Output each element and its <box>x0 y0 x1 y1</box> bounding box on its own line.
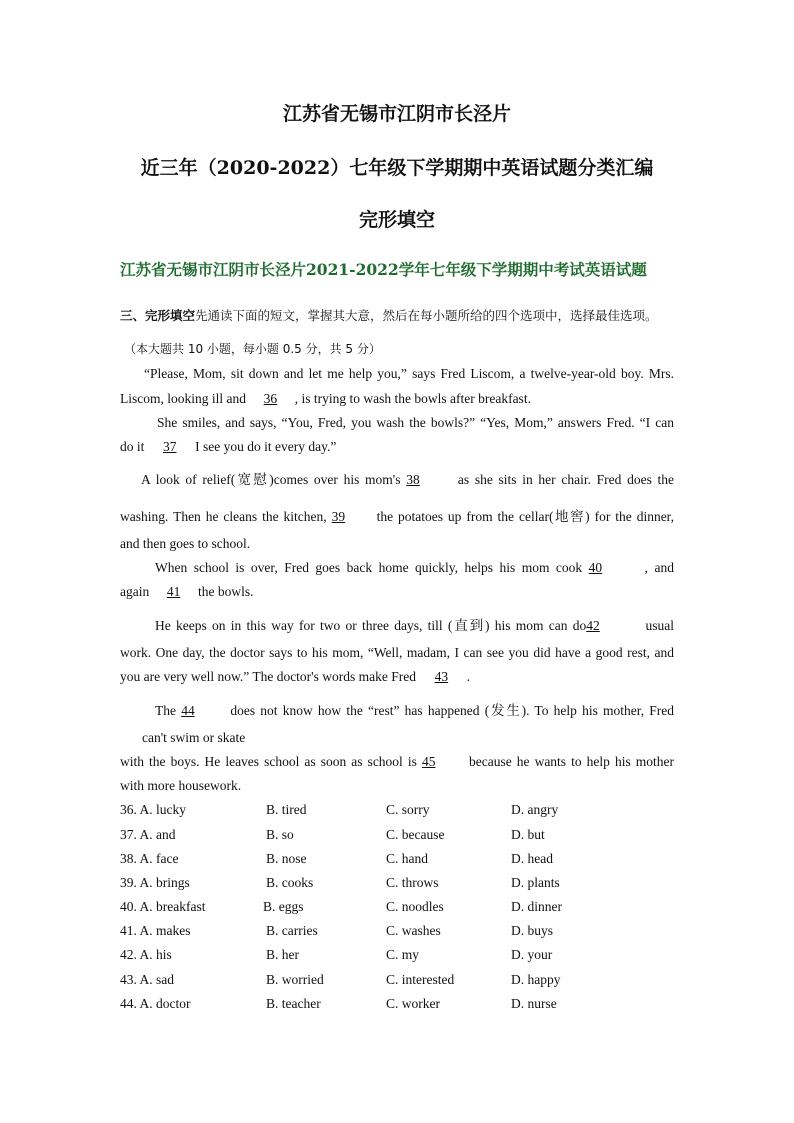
question-42-option-d: D. your <box>511 947 553 962</box>
passage-line: He keeps on in this way for two or three days, till (直到) his mom can do42 usual <box>155 618 674 633</box>
question-41-option-d: D. buys <box>511 923 554 938</box>
passage-line: washing. Then he cleans the kitchen, 39 the potatoes up from the cellar(地窖) for the dinner, <box>120 509 675 524</box>
question-37-option-b: B. so <box>266 827 294 842</box>
passage-line: again 41 the bowls. <box>120 584 254 599</box>
blank-39: 39 <box>331 509 346 524</box>
question-44-option-c: C. worker <box>386 996 440 1011</box>
question-36-option-c: C. sorry <box>386 802 430 817</box>
blank-36: 36 <box>263 391 278 406</box>
question-39-option-a: 39. A. brings <box>120 875 190 890</box>
question-43-option-c: C. interested <box>386 972 455 987</box>
question-41-option-b: B. carries <box>266 923 318 938</box>
question-40-option-b: B. eggs <box>263 899 304 914</box>
question-44-option-a: 44. A. doctor <box>120 996 191 1011</box>
question-38-option-b: B. nose <box>266 851 307 866</box>
blank-38: 38 <box>406 472 420 487</box>
question-44-option-b: B. teacher <box>266 996 321 1011</box>
question-42-option-b: B. her <box>266 947 299 962</box>
question-42-option-c: C. my <box>386 947 420 962</box>
blank-44: 44 <box>181 703 195 718</box>
passage-line: with more housework. <box>120 778 242 793</box>
question-37-option-c: C. because <box>386 827 445 842</box>
blank-45: 45 <box>421 754 436 769</box>
passage-line: and then goes to school. <box>120 536 251 551</box>
section-title: 完形填空 <box>358 209 435 231</box>
question-38-option-a: 38. A. face <box>120 851 179 866</box>
question-39-option-d: D. plants <box>511 875 560 890</box>
question-42-option-a: 42. A. his <box>120 947 172 962</box>
passage-line: The 44 does not know how the “rest” has happened (发生). To help his mother, Fred <box>155 703 675 718</box>
blank-37: 37 <box>163 439 177 454</box>
page-title: 江苏省无锡市江阴市长泾片 <box>282 103 511 125</box>
question-40-option-a: 40. A. breakfast <box>120 899 206 914</box>
question-43-option-d: D. happy <box>511 972 561 987</box>
passage-line: “Please, Mom, sit down and let me help you,” says Fred Liscom, a twelve-year-old boy. Mrs. <box>144 366 674 381</box>
question-39-option-b: B. cooks <box>266 875 314 890</box>
passage-line: you are very well now.” The doctor's words make Fred 43 . <box>120 669 471 684</box>
question-36-option-d: D. angry <box>511 802 559 817</box>
question-41-option-c: C. washes <box>386 923 441 938</box>
question-43-option-a: 43. A. sad <box>120 972 174 987</box>
question-37-option-d: D. but <box>511 827 545 842</box>
question-40-option-d: D. dinner <box>511 899 562 914</box>
question-36-option-a: 36. A. lucky <box>120 802 186 817</box>
blank-42: 42 <box>586 618 600 633</box>
passage-line: Liscom, looking ill and 36 , is trying to wash the bowls after breakfast. <box>120 391 531 406</box>
question-40-option-c: C. noodles <box>386 899 444 914</box>
page-subtitle: 近三年（2020-2022）七年级下学期期中英语试题分类汇编 <box>140 157 654 179</box>
blank-40: 40 <box>588 560 603 575</box>
passage-line: can't swim or skate <box>142 730 246 745</box>
passage-line: do it 37 I see you do it every day.” <box>120 439 337 454</box>
exam-source-heading: 江苏省无锡市江阴市长泾片2021-2022学年七年级下学期期中考试英语试题 <box>120 260 647 279</box>
question-41-option-a: 41. A. makes <box>120 923 191 938</box>
passage-line: She smiles, and says, “You, Fred, you wash the bowls?” “Yes, Mom,” answers Fred. “I can <box>157 415 674 430</box>
section-label: 三、完形填空 <box>120 308 196 323</box>
question-44-option-d: D. nurse <box>511 996 557 1011</box>
section-instruction <box>120 306 658 324</box>
passage-line: with the boys. He leaves school as soon as school is 45 because he wants to help his mother <box>120 754 675 769</box>
question-38-option-d: D. head <box>511 851 553 866</box>
passage-line: A look of relief(宽慰)comes over his mom's 38 as she sits in her chair. Fred does the <box>141 472 675 487</box>
instruction-text: 先通读下面的短文，掌握其大意，然后在每小题所给的四个选项中，选择最佳选项。 <box>195 308 658 323</box>
passage-line: work. One day, the doctor says to his mom, “Well, madam, I can see you did have a good rest, and <box>120 645 674 660</box>
question-38-option-c: C. hand <box>386 851 428 866</box>
blank-43: 43 <box>434 669 449 684</box>
blank-41: 41 <box>166 584 181 599</box>
question-39-option-c: C. throws <box>386 875 439 890</box>
question-36-option-b: B. tired <box>266 802 307 817</box>
passage-line: When school is over, Fred goes back home quickly, helps his mom cook 40 , and <box>155 560 675 575</box>
question-43-option-b: B. worried <box>266 972 324 987</box>
question-37-option-a: 37. A. and <box>120 827 176 842</box>
score-note: （本大题共 10 小题，每小题 0.5 分，共 5 分） <box>124 342 381 356</box>
